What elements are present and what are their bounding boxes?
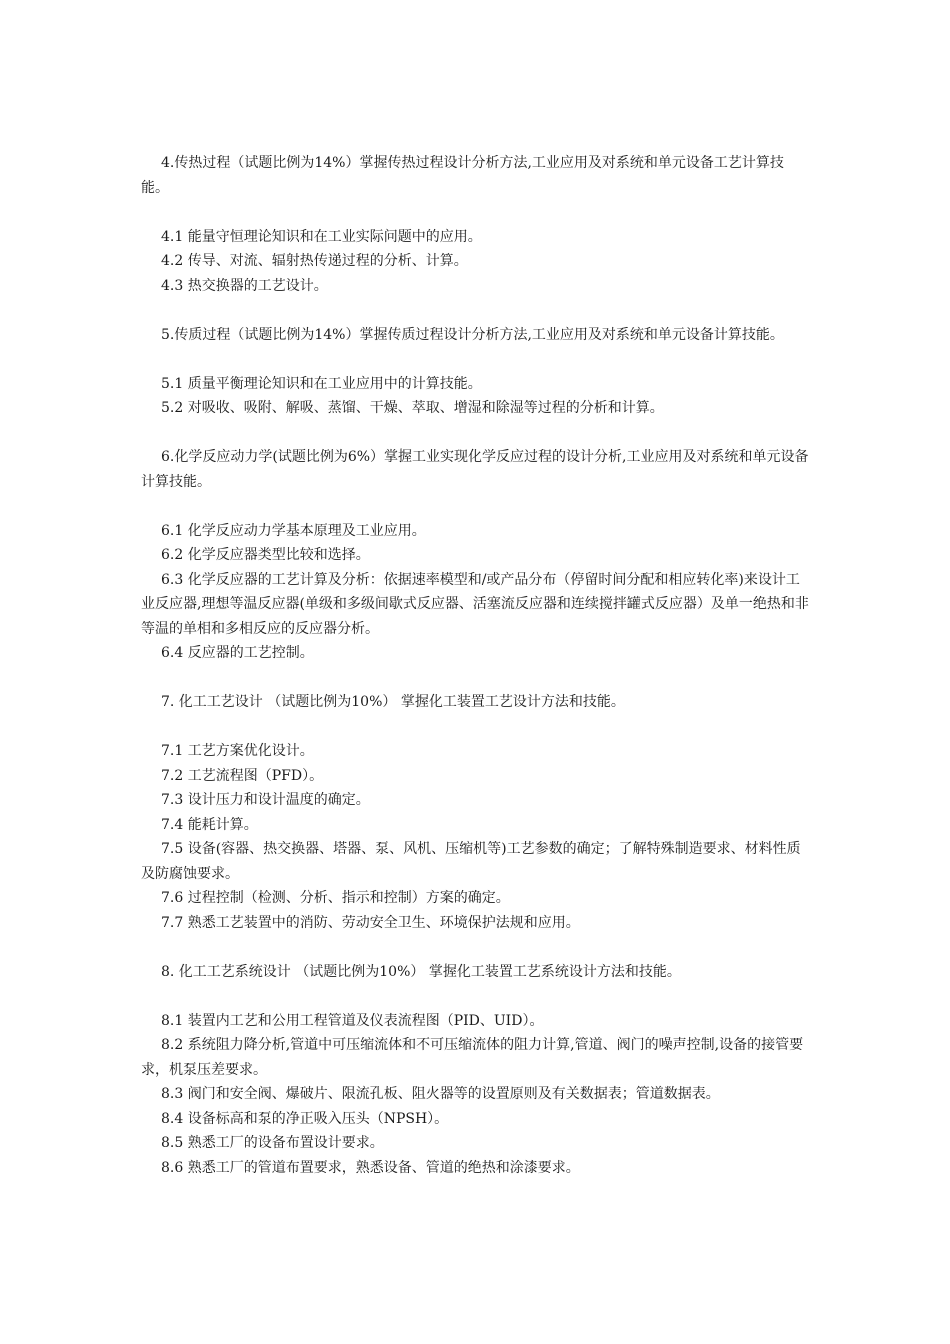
list-item-8-3: 8.3 阀门和安全阀、爆破片、限流孔板、阻火器等的设置原则及有关数据表；管道数据表。: [161, 1086, 720, 1102]
list-item-7-6: 7.6 过程控制（检测、分析、指示和控制）方案的确定。: [161, 890, 510, 906]
list-item-8-5: 8.5 熟悉工厂的设备布置设计要求。: [161, 1135, 384, 1151]
section-heading-8: 8. 化工工艺系统设计 （试题比例为10%） 掌握化工装置工艺系统设计方法和技能。: [161, 963, 681, 980]
list-item-5-1: 5.1 质量平衡理论知识和在工业应用中的计算技能。: [161, 375, 482, 392]
list-item-6-4: 6.4 反应器的工艺控制。: [161, 645, 314, 661]
spacer: [141, 200, 809, 225]
list-item-8-6: 8.6 熟悉工厂的管道布置要求，熟悉设备、管道的绝热和涂漆要求。: [161, 1159, 580, 1176]
spacer: [141, 298, 809, 323]
section-heading-5: 5.传质过程（试题比例为14%）掌握传质过程设计分析方法,工业应用及对系统和单元设备计算技能。: [161, 326, 784, 343]
list-item-4-1: 4.1 能量守恒理论知识和在工业实际问题中的应用。: [161, 228, 482, 245]
list-item-7-4: 7.4 能耗计算。: [161, 816, 258, 833]
spacer: [141, 935, 809, 960]
spacer: [141, 347, 809, 372]
spacer: [141, 421, 809, 446]
list-item-8-4: 8.4 设备标高和泵的净正吸入压头（NPSH）。: [161, 1110, 449, 1127]
list-item-5-2: 5.2 对吸收、吸附、解吸、蒸馏、干燥、萃取、增湿和除湿等过程的分析和计算。: [161, 400, 664, 416]
list-item-7-1: 7.1 工艺方案优化设计。: [161, 743, 314, 759]
list-item-7-2: 7.2 工艺流程图（PFD）。: [161, 767, 324, 784]
list-item-8-1: 8.1 装置内工艺和公用工程管道及仪表流程图（PID、UID）。: [161, 1012, 544, 1029]
document-body: [141, 151, 809, 1180]
spacer: [141, 715, 809, 740]
spacer: [141, 984, 809, 1009]
section-heading-6: 6.化学反应动力学(试题比例为6%）掌握工业实现化学反应过程的设计分析,工业应用及对系统和单元设备计算技能。: [141, 449, 809, 490]
list-item-4-2: 4.2 传导、对流、辐射热传递过程的分析、计算。: [161, 253, 468, 269]
list-item-6-2: 6.2 化学反应器类型比较和选择。: [161, 547, 370, 563]
spacer: [141, 666, 809, 691]
list-item-7-5: 7.5 设备(容器、热交换器、塔器、泵、风机、压缩机等)工艺参数的确定；了解特殊制造要求、材料性质及防腐蚀要求。: [141, 841, 801, 882]
list-item-4-3: 4.3 热交换器的工艺设计。: [161, 277, 328, 294]
section-heading-4: 4.传热过程（试题比例为14%）掌握传热过程设计分析方法,工业应用及对系统和单元设备工艺计算技能。: [141, 155, 784, 196]
list-item-6-1: 6.1 化学反应动力学基本原理及工业应用。: [161, 522, 426, 539]
list-item-7-7: 7.7 熟悉工艺装置中的消防、劳动安全卫生、环境保护法规和应用。: [161, 914, 580, 931]
list-item-8-2: 8.2 系统阻力降分析,管道中可压缩流体和不可压缩流体的阻力计算,管道、阀门的噪声控制,设备的接管要求，机泵压差要求。: [141, 1037, 804, 1078]
spacer: [141, 494, 809, 519]
list-item-7-3: 7.3 设计压力和设计温度的确定。: [161, 792, 370, 808]
section-heading-7: 7. 化工工艺设计 （试题比例为10%） 掌握化工装置工艺设计方法和技能。: [161, 694, 625, 710]
list-item-6-3: 6.3 化学反应器的工艺计算及分析：依据速率模型和/或产品分布（停留时间分配和相应转化率)来设计工业反应器,理想等温反应器(单级和多级间歇式反应器、活塞流反应器和连续搅拌罐式反应器）及单一绝热和非等温的单相和多相反应的反应器分析。: [141, 571, 809, 637]
